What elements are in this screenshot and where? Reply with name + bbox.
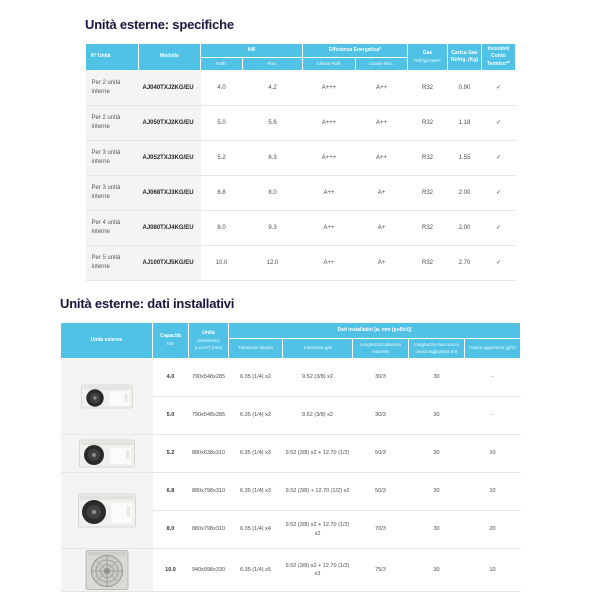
cell-classe-risc: A+: [356, 211, 408, 246]
outdoor-unit-small-image: [61, 383, 153, 411]
cell-lunghezza-senza-carica: 30: [409, 549, 465, 592]
cell-dimensioni: 880x798x310: [189, 473, 229, 511]
outdoor-unit-xl-icon: [84, 549, 130, 591]
cell-lunghezza-senza-carica: 30: [409, 359, 465, 397]
cell-modello: AJ040TXJ2KG/EU: [139, 71, 201, 106]
cell-lunghezza-senza-carica: 30: [409, 473, 465, 511]
cell-kw-raffr: 10.0: [201, 246, 243, 281]
install-header-row-1: [61, 323, 521, 339]
cell-lunghezza: 50/3: [353, 435, 409, 473]
cell-kw-risc: 12.0: [243, 246, 303, 281]
cell-classe-raff: A++: [303, 176, 356, 211]
outdoor-unit-xl-image: [61, 549, 153, 591]
cell-carica-aggiuntiva: 20: [465, 511, 521, 549]
cell-classe-risc: A+: [356, 246, 408, 281]
cell-n-unita: Per 3 unità interne: [86, 141, 139, 176]
col-group-kw: kW: [201, 44, 303, 58]
cell-incentivi-check: ✓: [482, 71, 516, 106]
cell-kw-raffr: 6.8: [201, 176, 243, 211]
table-row: [61, 549, 521, 592]
outdoor-unit-small-icon: [80, 383, 134, 411]
table-row: [86, 246, 516, 281]
cell-dimensioni: 880x798x310: [189, 511, 229, 549]
cell-incentivi-check: ✓: [482, 211, 516, 246]
cell-capacita: 5.2: [153, 435, 189, 473]
cell-tubazione-liquido: 6.35 (1/4) x2: [229, 397, 283, 435]
cell-carica-aggiuntiva: 10: [465, 435, 521, 473]
dimensioni-sub-label: Dimensioni (LxAxP) (mm): [194, 338, 223, 350]
cell-lunghezza: 30/3: [353, 397, 409, 435]
cell-incentivi-check: ✓: [482, 246, 516, 281]
cell-carica-aggiuntiva: 10: [465, 473, 521, 511]
cell-dimensioni: 790x548x285: [189, 397, 229, 435]
outdoor-unit-large-image: [61, 492, 153, 530]
cell-capacita: 10.0: [153, 549, 189, 592]
col-header-lunghezza-senza-carica: Lunghezza max senza carica aggiuntiva (m): [409, 339, 465, 359]
col-header-capacita: [153, 323, 189, 359]
col-header-modello: Modello: [139, 44, 201, 71]
cell-lunghezza: 50/3: [353, 473, 409, 511]
cell-kw-risc: 6.3: [243, 141, 303, 176]
cell-lunghezza-senza-carica: 30: [409, 397, 465, 435]
cell-capacita: 6.8: [153, 473, 189, 511]
table-row: [86, 176, 516, 211]
cell-gas: R32: [408, 71, 448, 106]
cell-kw-risc: 9.3: [243, 211, 303, 246]
cell-tubazione-gas: 9.52 (3/8) x2: [283, 397, 353, 435]
cell-dimensioni: 880x638x310: [189, 435, 229, 473]
cell-modello: AJ068TXJ3KG/EU: [139, 176, 201, 211]
cell-modello: AJ080TXJ4KG/EU: [139, 211, 201, 246]
spec-table: [85, 43, 516, 281]
cell-kw-raffr: 5.2: [201, 141, 243, 176]
table-row: [86, 106, 516, 141]
spec-header-row-1: [86, 44, 516, 58]
cell-gas: R32: [408, 176, 448, 211]
cell-lunghezza-senza-carica: 30: [409, 511, 465, 549]
table-row: [86, 71, 516, 106]
col-header-lunghezza-tubazioni: Lunghezza tubazioni max/min: [353, 339, 409, 359]
cell-gas: R32: [408, 141, 448, 176]
cell-carica: 1.18: [448, 106, 482, 141]
cell-incentivi-check: ✓: [482, 176, 516, 211]
capacita-sub-label: kW: [167, 341, 174, 347]
table-row: [61, 359, 521, 397]
section2-title: Unità esterne: dati installativi: [60, 296, 235, 311]
cell-gas: R32: [408, 211, 448, 246]
cell-dimensioni: 940x998x330: [189, 549, 229, 592]
cell-kw-risc: 8.0: [243, 176, 303, 211]
section-specifiche: [85, 17, 515, 281]
table-row: [61, 435, 521, 473]
cell-incentivi-check: ✓: [482, 141, 516, 176]
cell-incentivi-check: ✓: [482, 106, 516, 141]
cell-capacita: 5.0: [153, 397, 189, 435]
cell-tubazione-gas: 9.52 (3/8) x2 + 12.70 (1/2) x3: [283, 549, 353, 592]
col-header-kw-risc: Risc.: [243, 58, 303, 71]
cell-tubazione-gas: 9.52 (3/8) x2 + 12.70 (1/2) x2: [283, 511, 353, 549]
col-group-efficienza: Efficienza Energetica*: [303, 44, 408, 58]
cell-carica-aggiuntiva: -: [465, 359, 521, 397]
cell-carica: 2.00: [448, 211, 482, 246]
cell-classe-raff: A+++: [303, 106, 356, 141]
col-header-n-unita: N° Unità: [86, 44, 139, 71]
cell-kw-risc: 4.2: [243, 71, 303, 106]
cell-lunghezza: 70/3: [353, 511, 409, 549]
cell-lunghezza-senza-carica: 30: [409, 435, 465, 473]
cell-tubazione-gas: 9.52 (3/8) + 12.70 (1/2) x2: [283, 473, 353, 511]
col-header-classe-risc: Classe Risc.: [356, 58, 408, 71]
cell-tubazione-gas: 9.52 (3/8) x2 + 12.70 (1/2): [283, 435, 353, 473]
cell-classe-risc: A++: [356, 106, 408, 141]
table-row: [86, 141, 516, 176]
cell-lunghezza: 75/3: [353, 549, 409, 592]
cell-classe-raff: A++: [303, 211, 356, 246]
cell-tubazione-liquido: 6.35 (1/4) x3: [229, 473, 283, 511]
cell-tubazione-gas: 9.52 (3/8) x2: [283, 359, 353, 397]
outdoor-unit-medium-icon: [78, 438, 136, 470]
outdoor-unit-photo-cell: [61, 435, 153, 473]
cell-tubazione-liquido: 6.35 (1/4) x3: [229, 435, 283, 473]
cell-carica-aggiuntiva: 10: [465, 549, 521, 592]
col-header-gas: [408, 44, 448, 71]
outdoor-unit-photo-cell: [61, 549, 153, 592]
cell-classe-raff: A++: [303, 246, 356, 281]
section1-title: Unità esterne: specifiche: [85, 17, 234, 32]
cell-tubazione-liquido: 6.35 (1/4) x2: [229, 359, 283, 397]
cell-n-unita: Per 3 unità interne: [86, 176, 139, 211]
outdoor-unit-large-icon: [77, 492, 137, 530]
cell-carica-aggiuntiva: -: [465, 397, 521, 435]
unita-label: Unità: [202, 329, 215, 336]
cell-classe-risc: A+: [356, 176, 408, 211]
cell-carica: 2.70: [448, 246, 482, 281]
col-header-incentivi: Incentivi/ Conto Termico**: [482, 44, 516, 71]
col-header-unita-esterne: Unità esterne: [61, 323, 153, 359]
cell-classe-raff: A+++: [303, 141, 356, 176]
cell-kw-raffr: 4.0: [201, 71, 243, 106]
col-header-tubazione-liquido: Tubazione liquido: [229, 339, 283, 359]
cell-carica: 0.90: [448, 71, 482, 106]
col-header-tubazione-gas: Tubazione gas: [283, 339, 353, 359]
cell-n-unita: Per 4 unità interne: [86, 211, 139, 246]
cell-classe-raff: A+++: [303, 71, 356, 106]
cell-tubazione-liquido: 6.35 (1/4) x5: [229, 549, 283, 592]
cell-modello: AJ100TXJ5KG/EU: [139, 246, 201, 281]
cell-kw-raffr: 5.0: [201, 106, 243, 141]
cell-gas: R32: [408, 246, 448, 281]
cell-dimensioni: 790x548x285: [189, 359, 229, 397]
gas-sub-label: Refrigerante*: [414, 57, 441, 63]
col-header-carica-gas: Carica Gas Refrig. (Kg): [448, 44, 482, 71]
table-row: [61, 473, 521, 511]
capacita-label: Capacità: [160, 333, 181, 340]
cell-n-unita: Per 2 unità interne: [86, 71, 139, 106]
col-header-classe-raff: Classe Raff.: [303, 58, 356, 71]
cell-gas: R32: [408, 106, 448, 141]
cell-capacita: 8.0: [153, 511, 189, 549]
col-header-carica-aggiuntiva: Carica aggiuntiva (g/m): [465, 339, 521, 359]
col-header-dimensioni: [189, 323, 229, 359]
col-header-kw-raffr: Raffr.: [201, 58, 243, 71]
outdoor-unit-photo-cell: [61, 359, 153, 435]
cell-classe-risc: A++: [356, 141, 408, 176]
cell-n-unita: Per 2 unità interne: [86, 106, 139, 141]
outdoor-unit-medium-image: [61, 438, 153, 470]
col-group-dati-installativi: Dati installativi [ø, mm (pollici)]: [229, 323, 521, 339]
install-table: [60, 322, 521, 592]
cell-carica: 2.00: [448, 176, 482, 211]
cell-kw-risc: 5.6: [243, 106, 303, 141]
outdoor-unit-photo-cell: [61, 473, 153, 549]
cell-tubazione-liquido: 6.35 (1/4) x4: [229, 511, 283, 549]
cell-modello: AJ050TXJ2KG/EU: [139, 106, 201, 141]
cell-kw-raffr: 8.0: [201, 211, 243, 246]
cell-classe-risc: A++: [356, 71, 408, 106]
cell-lunghezza: 30/3: [353, 359, 409, 397]
section-dati-installativi: [60, 296, 520, 592]
gas-label: Gas: [422, 49, 433, 56]
cell-n-unita: Per 5 unità interne: [86, 246, 139, 281]
cell-carica: 1.55: [448, 141, 482, 176]
cell-modello: AJ052TXJ3KG/EU: [139, 141, 201, 176]
table-row: [86, 211, 516, 246]
cell-capacita: 4.0: [153, 359, 189, 397]
